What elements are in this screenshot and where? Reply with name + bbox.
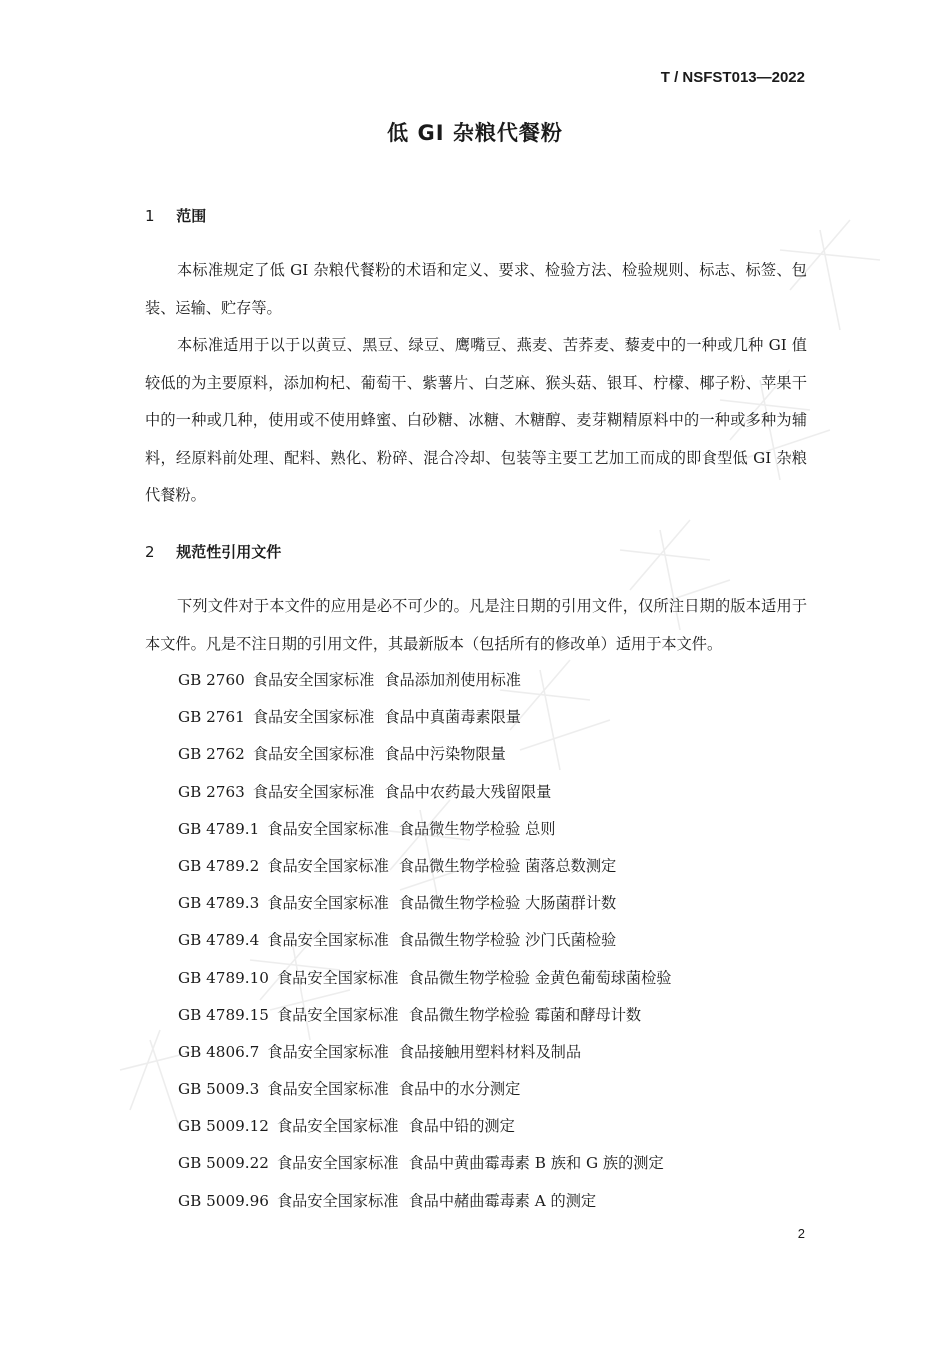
standard-code: T / NSFST013—2022 [660,69,805,86]
reference-item: GB 5009.3 食品安全国家标准 食品中的水分测定 [178,1080,521,1099]
section-2-title: 规范性引用文件 [176,543,282,561]
reference-item: GB 2762 食品安全国家标准 食品中污染物限量 [178,745,506,764]
section-2-intro: 下列文件对于本文件的应用是必不可少的。凡是注日期的引用文件，仅所注日期的版本适用于本文件。凡是不注日期的引用文件，其最新版本（包括所有的修改单）适用于本文件。 [145,597,807,653]
reference-item: GB 4789.15 食品安全国家标准 食品微生物学检验 霉菌和酵母计数 [178,1005,642,1024]
reference-item: GB 4789.10 食品安全国家标准 食品微生物学检验 金黄色葡萄球菌检验 [178,968,672,987]
reference-item: GB 4806.7 食品安全国家标准 食品接触用塑料材料及制品 [178,1042,582,1061]
document-title: 低 GI 杂粮代餐粉 [387,121,563,145]
section-1-heading [145,205,206,226]
section-1-number: 1 [145,207,155,225]
section-1-paragraph-1: 本标准规定了低 GI 杂粮代餐粉的术语和定义、要求、检验方法、检验规则、标志、标签、包装、运输、贮存等。 [145,261,807,317]
reference-item: GB 4789.2 食品安全国家标准 食品微生物学检验 菌落总数测定 [178,856,617,875]
reference-item: GB 5009.12 食品安全国家标准 食品中铅的测定 [178,1117,515,1136]
reference-item: GB 4789.1 食品安全国家标准 食品微生物学检验 总则 [178,819,556,838]
reference-item: GB 4789.3 食品安全国家标准 食品微生物学检验 大肠菌群计数 [178,894,617,913]
page-number: 2 [797,1226,805,1241]
section-1-paragraph-2: 本标准适用于以于以黄豆、黑豆、绿豆、鹰嘴豆、燕麦、苦荞麦、藜麦中的一种或几种 GI 值较低的为主要原料，添加枸杞、葡萄干、紫薯片、白芝麻、猴头菇、银耳、柠檬、椰子粉、苹果干中的一种或几种，使用或不使用蜂蜜、白砂糖、冰糖、木糖醇、麦芽糊精原料中的一种或多种为辅料，经原料前处理、配料、熟化、粉碎、混合冷却、包装等主要工艺加工而成的即食型低 GI 杂粮代餐粉。 [145,336,807,504]
reference-item: GB 4789.4 食品安全国家标准 食品微生物学检验 沙门氏菌检验 [178,931,617,950]
reference-item: GB 2761 食品安全国家标准 食品中真菌毒素限量 [178,708,521,727]
reference-item: GB 5009.22 食品安全国家标准 食品中黄曲霉毒素 B 族和 G 族的测定 [178,1154,664,1173]
reference-list [178,662,671,1220]
section-2-heading [145,541,281,562]
section-1-title: 范围 [176,207,207,225]
section-2-number: 2 [145,543,155,561]
reference-item: GB 2760 食品安全国家标准 食品添加剂使用标准 [178,671,521,689]
reference-item: GB 5009.96 食品安全国家标准 食品中赭曲霉毒素 A 的测定 [178,1191,597,1210]
reference-item: GB 2763 食品安全国家标准 食品中农药最大残留限量 [178,782,552,801]
